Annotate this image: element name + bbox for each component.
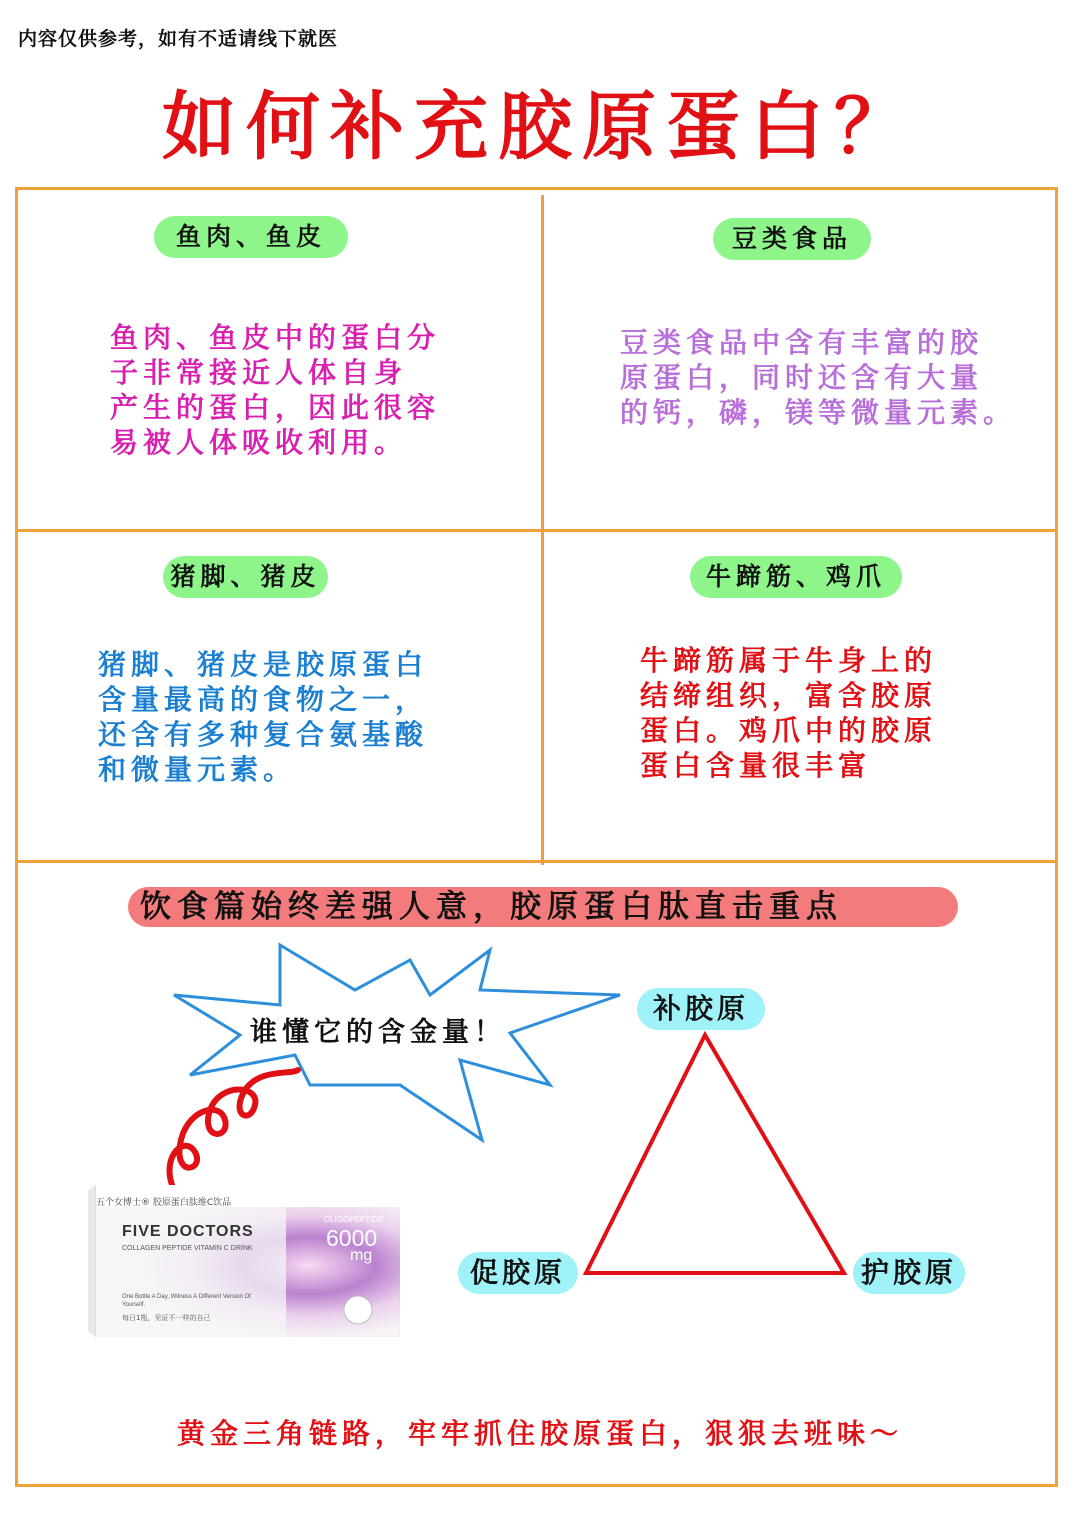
product-unit: mg <box>350 1247 373 1264</box>
burst-text: 谁懂它的含金量！ <box>250 1017 506 1048</box>
page-title: 如何补充胶原蛋白？ <box>162 84 918 170</box>
product-tagline-en: One Bottle A Day, Witness A Different Version Of Yourself. <box>122 1294 251 1308</box>
tag-beans: 豆类食品 <box>713 218 871 260</box>
cell-text-fish: 鱼肉、鱼皮中的蛋白分 子非常接近人体自身 产生的蛋白，因此很容 易被人体吸收利用。 <box>110 321 441 459</box>
cell-text-pork: 猪脚、猪皮是胶原蛋白 含量最高的食物之一， 还含有多种复合氨基酸 和微量元素。 <box>98 648 429 786</box>
product-box <box>88 1185 400 1337</box>
label-triangle-left: 促胶原 <box>458 1252 578 1294</box>
grid-divider-horizontal-2 <box>15 860 1058 863</box>
product-amount: 6000 <box>326 1225 378 1251</box>
grid-divider-horizontal-1 <box>15 529 1058 532</box>
cell-text-beef: 牛蹄筋属于牛身上的 结缔组织，富含胶原 蛋白。鸡爪中的胶原 蛋白含量很丰富 <box>640 644 938 782</box>
tag-beef: 牛蹄筋、鸡爪 <box>690 556 902 598</box>
footer-text: 黄金三角链路，牢牢抓住胶原蛋白，狠狠去班味～ <box>176 1417 903 1450</box>
label-triangle-top: 补胶原 <box>637 988 765 1030</box>
product-tagline-cn: 每日1瓶，见证不一样的自己 <box>122 1314 211 1322</box>
curly-connector <box>160 1060 310 1190</box>
product-brand: FIVE DOCTORS <box>122 1223 254 1240</box>
golden-triangle <box>570 1025 860 1285</box>
disclaimer-text: 内容仅供参考，如有不适请线下就医 <box>18 28 339 50</box>
product-top-text: 五个女博士® 胶原蛋白肽维C饮品 <box>96 1198 232 1208</box>
product-badge: OLIGOPEPTIDE <box>324 1215 384 1224</box>
tag-fish: 鱼肉、鱼皮 <box>154 216 348 258</box>
product-subtitle: COLLAGEN PEPTIDE VITAMIN C DRINK <box>122 1245 253 1252</box>
banner-headline: 饮食篇始终差强人意，胶原蛋白肽直击重点 <box>128 887 958 927</box>
cell-text-beans: 豆类食品中含有丰富的胶 原蛋白，同时还含有大量 的钙，磷，镁等微量元素。 <box>620 326 1017 429</box>
label-triangle-right: 护胶原 <box>853 1252 965 1294</box>
tag-pork: 猪脚、猪皮 <box>163 556 328 598</box>
